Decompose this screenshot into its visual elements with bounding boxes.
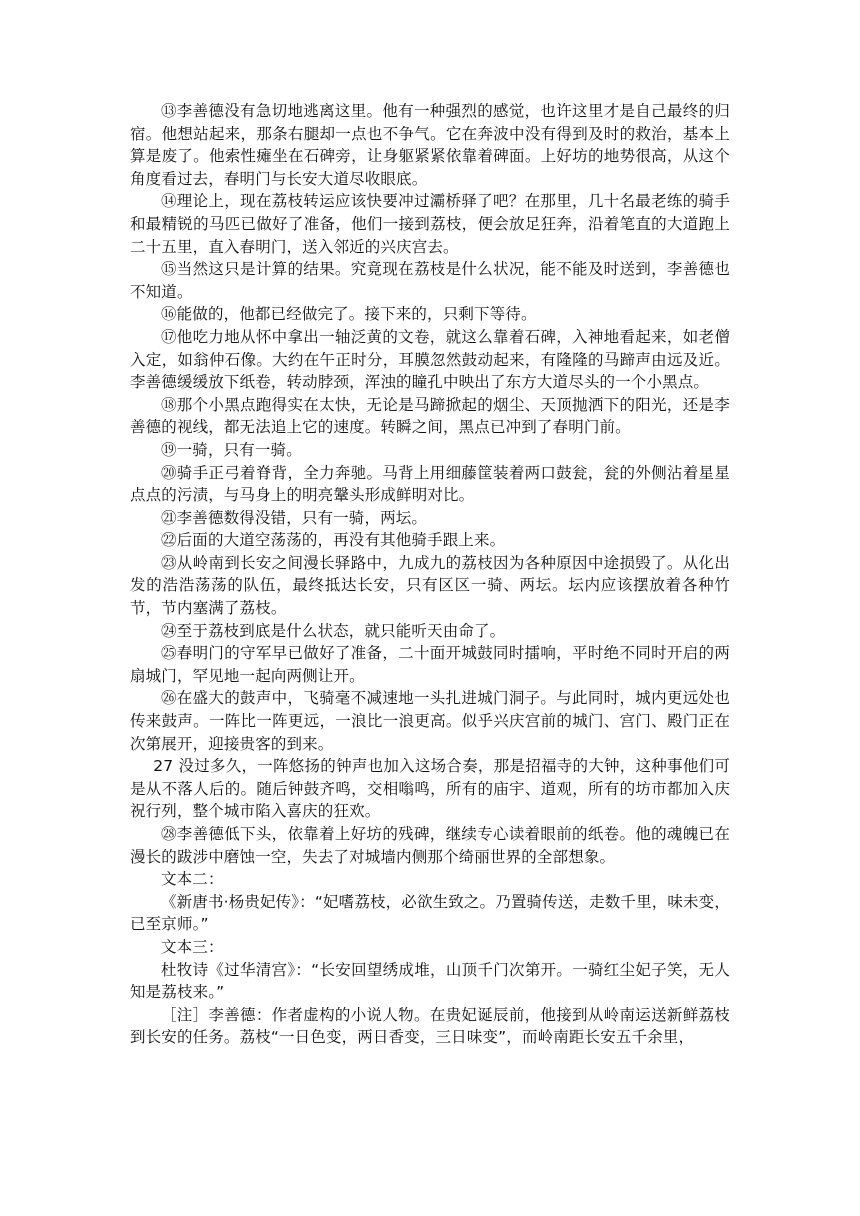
annotation-note: ［注］李善德：作者虚构的小说人物。在贵妃诞辰前，他接到从岭南运送新鲜荔枝到长安的任务。荔枝“一日色变，两日香变，三日味变”，而岭南距长安五千余里， [130, 1005, 730, 1047]
paragraph-28: ㉘李善德低下头，依靠着上好坊的残碑，继续专心读着眼前的纸卷。他的魂魄已在漫长的跋涉中磨蚀一空，失去了对城墙内侧那个绮丽世界的全部想象。 [130, 825, 730, 866]
paragraph-22: ㉒后面的大道空荡荡的，再没有其他骑手跟上来。 [161, 531, 506, 550]
document-page [130, 100, 730, 1049]
paragraph-18: ⑱那个小黑点跑得实在太快，无论是马蹄掀起的烟尘、天顶抛洒下的阳光，还是李善德的视线，都无法追上它的速度。转瞬之间，黑点已冲到了春明门前。 [130, 395, 730, 437]
paragraph-19: ⑲一骑，只有一骑。 [161, 440, 302, 459]
paragraph-25: ㉕春明门的守军早已做好了准备，二十面开城鼓同时擂响，平时绝不同时开启的两扇城门，罕见地一起向两侧让开。 [130, 644, 730, 685]
text-three-poem: 杜牧诗《过华清宫》：“长安回望绣成堆，山顶千门次第开。一骑红尘妃子笑，无人知是荔枝来。” [130, 960, 730, 1002]
paragraph-14: ⑭理论上，现在荔枝转运应该快要冲过灞桥驿了吧？在那里，几十名最老练的骑手和最精锐的马匹已做好了准备，他们一接到荔枝，便会放足狂奔，沿着笔直的大道跑上二十五里，直入春明门，送入邻近的兴庆宫去。 [130, 192, 730, 256]
text-two-heading: 文本二： [161, 870, 224, 889]
paragraph-13: ⑬李善德没有急切地逃离这里。他有一种强烈的感觉，也许这里才是自己最终的归宿。他想站起来，那条右腿却一点也不争气。它在奔波中没有得到及时的救治，基本上算是废了。他索性瘫坐在石碑旁，让身躯紧紧依靠着碑面。上好坊的地势很高，从这个角度看过去，春明门与长安大道尽收眼底。 [130, 102, 730, 188]
paragraph-20: ⑳骑手正弓着脊背，全力奔驰。马背上用细藤筐装着两口鼓瓮，瓮的外侧沾着星星点点的污渍，与马身上的明亮鞶头形成鲜明对比。 [130, 463, 730, 505]
paragraph-26: ㉖在盛大的鼓声中，飞骑毫不减速地一头扎进城门洞子。与此同时，城内更远处也传来鼓声。一阵比一阵更远，一浪比一浪更高。似乎兴庆宫前的城门、宫门、殿门正在次第展开，迎接贵客的到来。 [130, 689, 730, 753]
paragraph-17: ⑰他吃力地从怀中拿出一轴泛黄的文卷，就这么靠着石碑，入神地看起来，如老僧入定，如翁仲石像。大约在午正时分，耳膜忽然鼓动起来，有隆隆的马蹄声由远及近。李善德缓缓放下纸卷，转动脖颈，浑浊的瞳孔中映出了东方大道尽头的一个小黑点。 [130, 327, 730, 392]
paragraph-16: ⑯能做的，他都已经做完了。接下来的，只剩下等待。 [161, 305, 537, 324]
paragraph-21: ㉑李善德数得没错，只有一骑，两坛。 [161, 508, 428, 527]
paragraph-27: 27 没过多久，一阵悠扬的钟声也加入这场合奏，那是招福寺的大钟，这种事他们可是从不落人后的。随后钟鼓齐鸣，交相嗡鸣，所有的庙宇、道观，所有的坊市都加入庆祝行列，整个城市陷入喜庆的狂欢。 [130, 757, 730, 821]
paragraph-24: ㉔至于荔枝到底是什么状态，就只能听天由命了。 [161, 621, 506, 640]
text-two-quote: 《新唐书·杨贵妃传》：“妃嗜荔枝，必欲生致之。乃置骑传送，走数千里，味未变，已至京师。” [130, 892, 730, 934]
paragraph-15: ⑮当然这只是计算的结果。究竟现在荔枝是什么状况，能不能及时送到，李善德也不知道。 [130, 260, 730, 301]
text-three-heading: 文本三： [161, 937, 224, 956]
paragraph-23: ㉓从岭南到长安之间漫长驿路中，九成九的荔枝因为各种原因中途损毁了。从化出发的浩浩荡荡的队伍，最终抵达长安，只有区区一骑、两坛。坛内应该摆放着各种竹节，节内塞满了荔枝。 [130, 553, 730, 618]
